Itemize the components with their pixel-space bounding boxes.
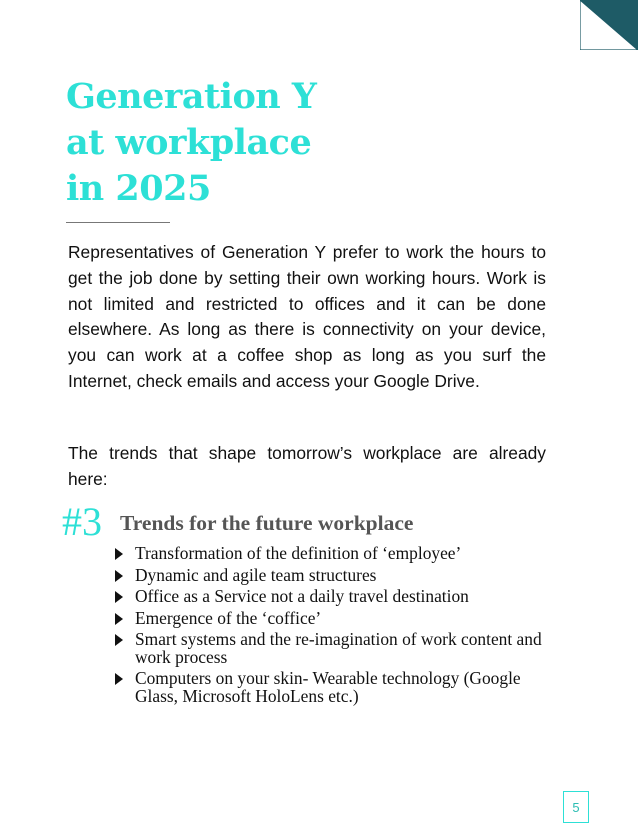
list-item bbox=[112, 631, 542, 666]
list-item bbox=[112, 670, 542, 705]
list-item-text: Smart systems and the re-imagination of work content and work process bbox=[135, 629, 542, 667]
page-number: 5 bbox=[563, 791, 589, 823]
trends-intro-paragraph: The trends that shape tomorrow’s workplace are already here: bbox=[68, 443, 546, 489]
list-item bbox=[112, 607, 542, 628]
trends-number: #3 bbox=[62, 499, 102, 544]
list-item bbox=[112, 545, 542, 563]
triangle-bullet-icon bbox=[115, 673, 123, 685]
list-item-text: Office as a Service not a daily travel destination bbox=[135, 586, 469, 606]
trends-list bbox=[112, 545, 542, 709]
title-line-2: at workplace bbox=[66, 122, 312, 163]
list-item-text: Emergence of the ‘coffice’ bbox=[135, 607, 322, 628]
list-item bbox=[112, 588, 542, 606]
trends-title: Trends for the future workplace bbox=[120, 511, 414, 535]
page-corner-fold-icon bbox=[580, 0, 638, 50]
trends-heading bbox=[62, 500, 522, 544]
title-divider bbox=[66, 222, 170, 223]
title-line-1: Generation Y bbox=[66, 76, 317, 117]
triangle-bullet-icon bbox=[115, 548, 123, 560]
triangle-bullet-icon bbox=[115, 591, 123, 603]
page-title bbox=[66, 74, 446, 212]
list-item-text: Computers on your skin- Wearable technology (Google Glass, Microsoft HoloLens etc.) bbox=[135, 668, 521, 706]
triangle-bullet-icon bbox=[115, 570, 123, 582]
triangle-bullet-icon bbox=[115, 634, 123, 646]
list-item bbox=[112, 564, 542, 585]
list-item-text: Transformation of the definition of ‘employee’ bbox=[135, 543, 462, 563]
triangle-bullet-icon bbox=[115, 613, 123, 625]
intro-paragraph: Representatives of Generation Y prefer to work the hours to get the job done by setting their own working hours. Work is not limited and restricted to offices and it can be done elsewhere. As long as there is connectivity on your device, you can work at a coffee shop as long as you surf the Internet, check emails and access your Google Drive. bbox=[68, 242, 546, 391]
title-line-3: in 2025 bbox=[66, 168, 211, 209]
list-item-text: Dynamic and agile team structures bbox=[135, 564, 377, 585]
